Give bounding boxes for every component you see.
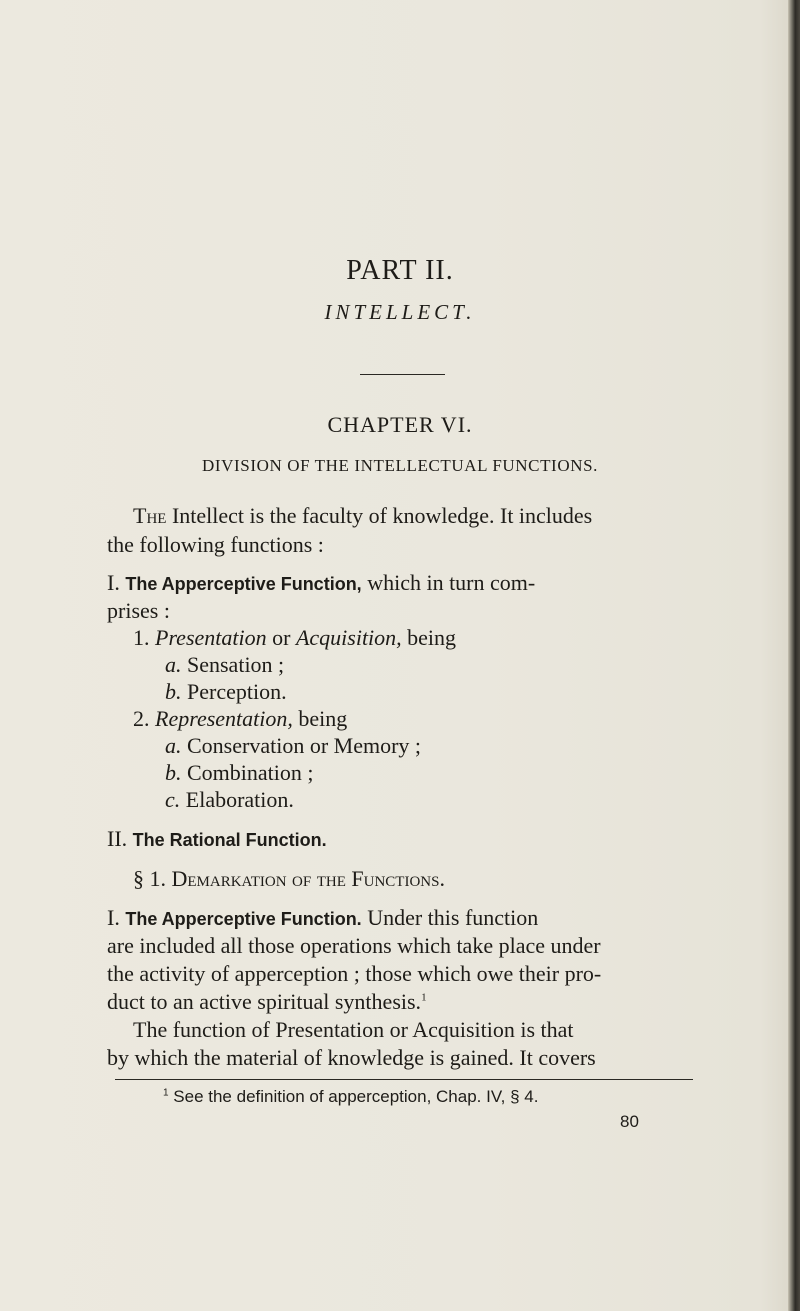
- outline-item-2: [107, 826, 327, 852]
- paragraph-1-line-2: are included all those operations which take place under: [107, 933, 601, 958]
- outline-sub-2: [133, 706, 347, 732]
- outline-sub-2-b: [165, 760, 314, 786]
- intro-line-2: the following functions :: [107, 532, 324, 557]
- outline-sub-2-number: 2.: [133, 706, 150, 731]
- outline-sub-2-term: Representation,: [155, 706, 293, 731]
- section-heading: [133, 866, 445, 892]
- intro-line-1-text: Intellect is the faculty of knowledge. It includes: [166, 503, 593, 528]
- outline-sub-1-a-letter: a.: [165, 652, 182, 677]
- outline-sub-1-b-letter: b.: [165, 679, 182, 704]
- divider-rule: [360, 374, 445, 375]
- paragraph-1-line-3: the activity of apperception ; those which owe their pro-: [107, 961, 602, 986]
- page-number: 80: [620, 1112, 639, 1131]
- page-edge-shadow: [788, 0, 800, 1311]
- footnote-mark: 1: [163, 1087, 169, 1099]
- outline-sub-1-term-a: Presentation: [155, 625, 267, 650]
- outline-sub-1-a: [165, 652, 284, 678]
- outline-item-2-number: II.: [107, 826, 128, 851]
- outline-sub-1-or: or: [266, 625, 296, 650]
- outline-sub-2-b-letter: b.: [165, 760, 182, 785]
- footnote-rule: [115, 1079, 693, 1080]
- outline-item-2-label: The Rational Function.: [132, 830, 327, 850]
- outline-sub-1-b: [165, 679, 287, 705]
- intro-lead-word: The: [133, 503, 167, 528]
- paragraph-1-line-4-text: duct to an active spiritual synthesis.: [107, 989, 422, 1014]
- part-title: PART II.: [346, 255, 454, 286]
- outline-sub-1: [133, 625, 456, 651]
- footnote-text: See the definition of apperception, Chap. IV, § 4.: [168, 1087, 539, 1106]
- outline-sub-2-c: [165, 787, 294, 813]
- paragraph-1-number: I.: [107, 905, 120, 930]
- outline-item-1-continuation: prises :: [107, 598, 170, 623]
- paragraph-1-label: The Apperceptive Function.: [125, 909, 362, 929]
- outline-sub-2-c-letter: c.: [165, 787, 181, 812]
- outline-sub-2-a-letter: a.: [165, 733, 182, 758]
- outline-sub-2-text: being: [292, 706, 348, 731]
- outline-sub-1-term-b: Acquisition,: [295, 625, 402, 650]
- outline-item-1-number: I.: [107, 570, 120, 595]
- paragraph-2-line-1: The function of Presentation or Acquisition is that: [133, 1017, 574, 1042]
- section-title: Demarkation of the Functions.: [171, 866, 445, 891]
- outline-sub-2-a: [165, 733, 421, 759]
- part-subtitle: INTELLECT.: [324, 300, 476, 324]
- chapter-subtitle: DIVISION OF THE INTELLECTUAL FUNCTIONS.: [202, 456, 598, 475]
- footnote-reference: 1: [421, 991, 427, 1004]
- outline-sub-2-a-text: Conservation or Memory ;: [181, 733, 422, 758]
- outline-sub-2-b-text: Combination ;: [181, 760, 314, 785]
- outline-item-1: [107, 570, 535, 596]
- footnote: [163, 1087, 538, 1107]
- paragraph-1-line-1-text: Under this function: [361, 905, 539, 930]
- chapter-title: CHAPTER VI.: [327, 412, 473, 437]
- outline-sub-1-a-text: Sensation ;: [181, 652, 285, 677]
- outline-sub-1-text: being: [401, 625, 457, 650]
- paragraph-1-line-4: [107, 989, 427, 1015]
- outline-sub-1-b-text: Perception.: [181, 679, 287, 704]
- paragraph-1-line-1: [107, 905, 538, 931]
- outline-sub-1-number: 1.: [133, 625, 150, 650]
- section-mark: § 1.: [133, 866, 166, 891]
- outline-item-1-text: which in turn com-: [361, 570, 536, 595]
- outline-sub-2-c-text: Elaboration.: [180, 787, 294, 812]
- paragraph-2-line-2: by which the material of knowledge is gained. It covers: [107, 1045, 596, 1070]
- intro-line-1: [133, 503, 592, 529]
- outline-item-1-label: The Apperceptive Function,: [125, 574, 362, 594]
